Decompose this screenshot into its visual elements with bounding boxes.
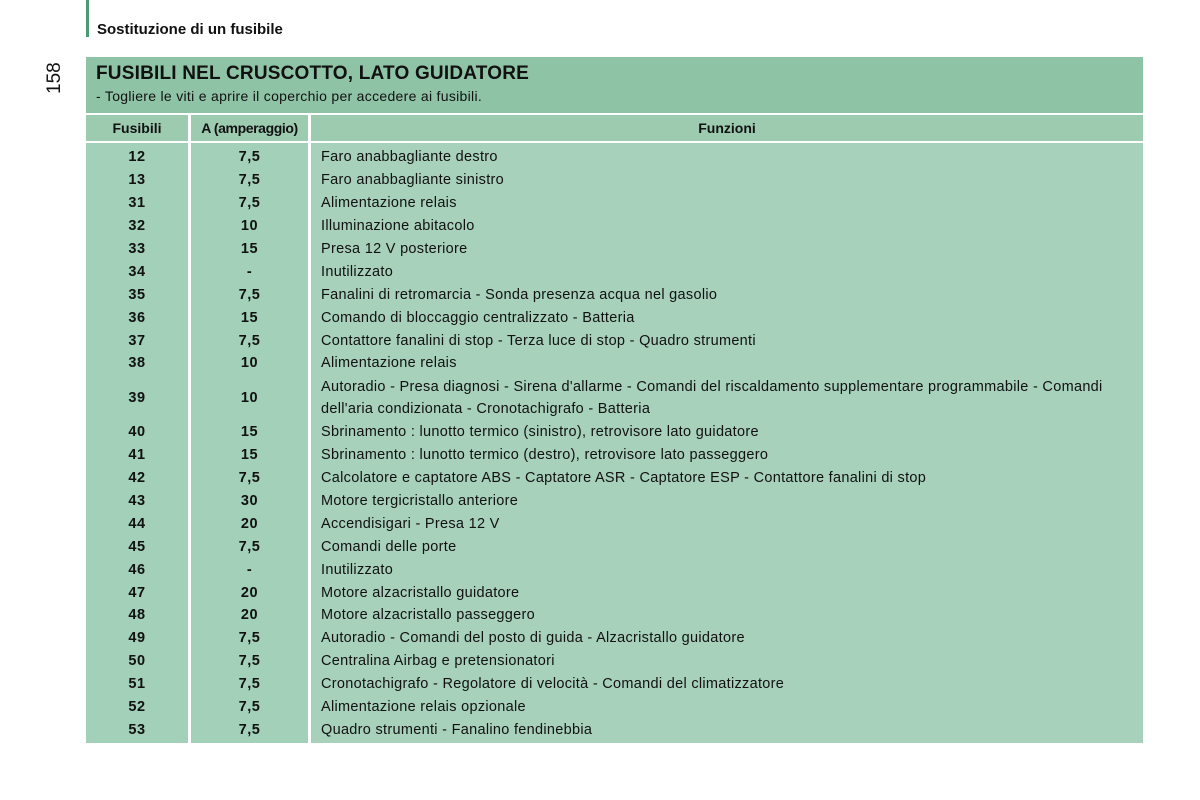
table-row bbox=[86, 146, 1143, 169]
amperage-cell: 20 bbox=[240, 607, 259, 624]
table-row bbox=[86, 421, 1143, 444]
table-row bbox=[86, 444, 1143, 467]
function-cell: Inutilizzato bbox=[321, 263, 394, 280]
table-row bbox=[86, 467, 1143, 490]
table-row bbox=[86, 352, 1143, 375]
function-cell: Alimentazione relais bbox=[321, 355, 457, 372]
amperage-cell: - bbox=[246, 263, 253, 280]
fuse-number-cell: 40 bbox=[128, 424, 146, 441]
column-header-functions: Funzioni bbox=[311, 115, 1143, 141]
amperage-cell: - bbox=[246, 561, 253, 578]
fuse-number-cell: 13 bbox=[128, 172, 146, 189]
amperage-cell: 7,5 bbox=[238, 653, 261, 670]
table-row bbox=[86, 696, 1143, 719]
function-cell: Autoradio - Comandi del posto di guida - Alzacristallo guidatore bbox=[321, 630, 745, 647]
fuse-number-cell: 35 bbox=[128, 286, 146, 303]
function-cell: Alimentazione relais bbox=[321, 195, 457, 212]
table-row bbox=[86, 512, 1143, 535]
amperage-cell: 7,5 bbox=[238, 470, 261, 487]
table-row bbox=[86, 535, 1143, 558]
fuse-number-cell: 37 bbox=[128, 332, 146, 349]
fuse-number-cell: 12 bbox=[128, 149, 146, 166]
function-cell: Comandi delle porte bbox=[321, 538, 457, 555]
function-cell: Faro anabbagliante destro bbox=[321, 149, 498, 166]
fuse-table-panel bbox=[86, 57, 1143, 743]
fuse-number-cell: 32 bbox=[128, 218, 146, 235]
column-header-fuse: Fusibili bbox=[86, 115, 188, 141]
table-row bbox=[86, 260, 1143, 283]
fuse-number-cell: 47 bbox=[128, 584, 146, 601]
table-body bbox=[86, 143, 1143, 743]
function-cell: Autoradio - Presa diagnosi - Sirena d'allarme - Comandi del riscaldamento supplementare programmabile - Comandi dell'aria condizionata - Cronotachigrafo - Batteria bbox=[321, 378, 1103, 417]
amperage-cell: 10 bbox=[240, 355, 259, 372]
amperage-cell: 15 bbox=[240, 241, 259, 257]
amperage-cell: 7,5 bbox=[238, 286, 261, 303]
amperage-cell: 7,5 bbox=[238, 538, 261, 555]
amperage-cell: 7,5 bbox=[238, 630, 261, 647]
function-cell: Quadro strumenti - Fanalino fendinebbia bbox=[321, 721, 593, 738]
fuse-number-cell: 50 bbox=[128, 653, 146, 670]
function-cell: Motore tergicristallo anteriore bbox=[321, 493, 519, 510]
section-title: Sostituzione di un fusibile bbox=[97, 21, 283, 38]
function-cell: Illuminazione abitacolo bbox=[321, 218, 475, 235]
function-cell: Faro anabbagliante sinistro bbox=[321, 172, 505, 189]
amperage-cell: 10 bbox=[240, 389, 259, 406]
function-cell: Presa 12 V posteriore bbox=[321, 241, 468, 257]
amperage-cell: 30 bbox=[240, 493, 259, 510]
function-cell: Motore alzacristallo passeggero bbox=[321, 607, 536, 624]
fuse-number-cell: 52 bbox=[128, 699, 146, 716]
table-row bbox=[86, 306, 1143, 329]
function-cell: Comando di bloccaggio centralizzato - Batteria bbox=[321, 309, 635, 326]
panel-instruction: - Togliere le viti e aprire il coperchio per accedere ai fusibili. bbox=[96, 88, 483, 104]
function-cell: Contattore fanalini di stop - Terza luce di stop - Quadro strumenti bbox=[321, 332, 756, 349]
table-row bbox=[86, 283, 1143, 306]
amperage-cell: 7,5 bbox=[238, 149, 261, 166]
fuse-number-cell: 53 bbox=[128, 721, 146, 738]
function-cell: Accendisigari - Presa 12 V bbox=[321, 515, 500, 532]
table-row bbox=[86, 215, 1143, 238]
function-cell: Inutilizzato bbox=[321, 561, 394, 578]
table-row bbox=[86, 673, 1143, 696]
function-cell: Cronotachigrafo - Regolatore di velocità - Comandi del climatizzatore bbox=[321, 676, 785, 693]
fuse-number-cell: 34 bbox=[128, 263, 146, 280]
amperage-cell: 7,5 bbox=[238, 676, 261, 693]
table-row bbox=[86, 238, 1143, 261]
section-marker-bar bbox=[86, 0, 89, 37]
amperage-cell: 7,5 bbox=[238, 699, 261, 716]
fuse-number-cell: 42 bbox=[128, 470, 146, 487]
fuse-number-cell: 33 bbox=[128, 241, 146, 257]
function-cell: Alimentazione relais opzionale bbox=[321, 699, 526, 716]
table-header bbox=[86, 115, 1143, 141]
table-row bbox=[86, 718, 1143, 741]
amperage-cell: 7,5 bbox=[238, 195, 261, 212]
fuse-number-cell: 49 bbox=[128, 630, 146, 647]
table-row bbox=[86, 329, 1143, 352]
table-row bbox=[86, 375, 1143, 421]
fuse-number-cell: 44 bbox=[128, 515, 146, 532]
table-row bbox=[86, 192, 1143, 215]
fuse-number-cell: 51 bbox=[128, 676, 146, 693]
fuse-number-cell: 38 bbox=[128, 355, 146, 372]
function-cell: Sbrinamento : lunotto termico (sinistro), retrovisore lato guidatore bbox=[321, 424, 759, 441]
function-cell: Centralina Airbag e pretensionatori bbox=[321, 653, 555, 670]
function-cell: Sbrinamento : lunotto termico (destro), retrovisore lato passeggero bbox=[321, 447, 769, 464]
amperage-cell: 15 bbox=[240, 447, 259, 464]
fuse-number-cell: 43 bbox=[128, 493, 146, 510]
panel-heading: FUSIBILI NEL CRUSCOTTO, LATO GUIDATORE bbox=[96, 63, 530, 84]
amperage-cell: 15 bbox=[240, 309, 259, 326]
table-row bbox=[86, 169, 1143, 192]
table-row bbox=[86, 604, 1143, 627]
fuse-number-cell: 45 bbox=[128, 538, 146, 555]
fuse-number-cell: 36 bbox=[128, 309, 146, 326]
function-cell: Calcolatore e captatore ABS - Captatore ASR - Captatore ESP - Contattore fanalini di stop bbox=[321, 470, 927, 487]
panel-header bbox=[86, 57, 1143, 113]
amperage-cell: 20 bbox=[240, 515, 259, 532]
amperage-cell: 10 bbox=[240, 218, 259, 235]
function-cell: Fanalini di retromarcia - Sonda presenza acqua nel gasolio bbox=[321, 286, 718, 303]
fuse-number-cell: 48 bbox=[128, 607, 146, 624]
fuse-number-cell: 31 bbox=[128, 195, 146, 212]
amperage-cell: 7,5 bbox=[238, 332, 261, 349]
table-row bbox=[86, 650, 1143, 673]
table-rows bbox=[86, 146, 1143, 741]
amperage-cell: 7,5 bbox=[238, 721, 261, 738]
fuse-number-cell: 41 bbox=[128, 447, 146, 464]
table-row bbox=[86, 627, 1143, 650]
function-cell: Motore alzacristallo guidatore bbox=[321, 584, 520, 601]
fuse-number-cell: 39 bbox=[128, 389, 146, 406]
page-number: 158 bbox=[44, 62, 65, 94]
table-row bbox=[86, 490, 1143, 513]
column-header-amperage: A (amperaggio) bbox=[191, 115, 308, 141]
amperage-cell: 15 bbox=[240, 424, 259, 441]
amperage-cell: 20 bbox=[240, 584, 259, 601]
table-row bbox=[86, 581, 1143, 604]
fuse-number-cell: 46 bbox=[128, 561, 146, 578]
amperage-cell: 7,5 bbox=[238, 172, 261, 189]
table-row bbox=[86, 558, 1143, 581]
